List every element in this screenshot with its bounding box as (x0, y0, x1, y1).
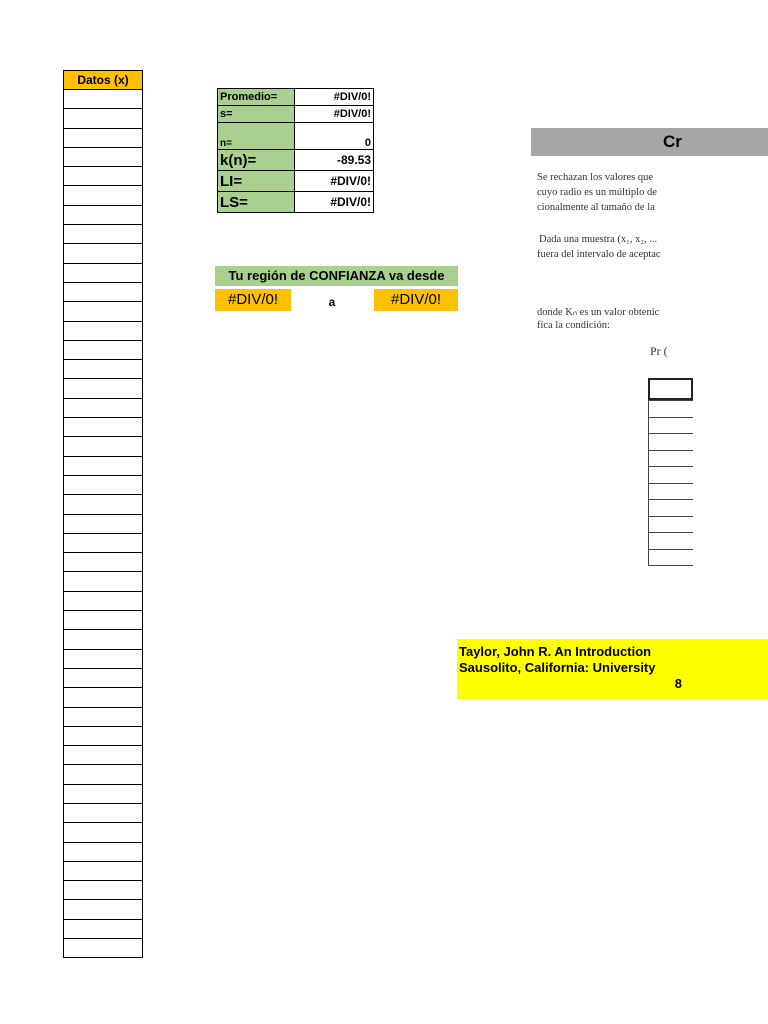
datos-cell[interactable] (63, 630, 143, 649)
kn-label[interactable]: k(n)= (218, 150, 295, 171)
scan-line-6: donde Kₙ es un valor obtenic (537, 307, 660, 318)
datos-cell[interactable] (63, 669, 143, 688)
datos-cell[interactable] (63, 823, 143, 842)
n-value[interactable]: 0 (295, 123, 374, 150)
scan-line-3: cionalmente al tamaño de la (537, 202, 655, 213)
datos-cell[interactable] (63, 264, 143, 283)
datos-cell[interactable] (63, 418, 143, 437)
datos-cell[interactable] (63, 360, 143, 379)
datos-cell[interactable] (63, 283, 143, 302)
datos-cell[interactable] (63, 476, 143, 495)
ls-label[interactable]: LS= (218, 192, 295, 213)
datos-cell[interactable] (63, 534, 143, 553)
datos-column (63, 90, 143, 958)
datos-cell[interactable] (63, 322, 143, 341)
citation-line-2: Sausolito, California: University (459, 660, 656, 675)
citation-line-1: Taylor, John R. An Introduction (459, 644, 652, 659)
datos-cell[interactable] (63, 90, 143, 109)
datos-cell[interactable] (63, 746, 143, 765)
scan-line-2: cuyo radio es un múltiplo de (537, 187, 657, 198)
datos-cell[interactable] (63, 804, 143, 823)
datos-cell[interactable] (63, 785, 143, 804)
li-value[interactable]: #DIV/0! (295, 171, 374, 192)
datos-cell[interactable] (63, 244, 143, 263)
confianza-title[interactable]: Tu región de CONFIANZA va desde (215, 266, 458, 286)
datos-cell[interactable] (63, 592, 143, 611)
confianza-lower-value[interactable]: #DIV/0! (215, 289, 291, 311)
scan-line-4: Dada una muestra (x₁, x₂, ... (539, 234, 658, 245)
datos-cell[interactable] (63, 379, 143, 398)
ls-value[interactable]: #DIV/0! (295, 192, 374, 213)
datos-cell[interactable] (63, 920, 143, 939)
promedio-value[interactable]: #DIV/0! (295, 89, 374, 106)
datos-cell[interactable] (63, 572, 143, 591)
scan-table-image (648, 378, 693, 566)
s-value[interactable]: #DIV/0! (295, 106, 374, 123)
datos-cell[interactable] (63, 457, 143, 476)
datos-cell[interactable] (63, 939, 143, 958)
datos-cell[interactable] (63, 129, 143, 148)
li-label[interactable]: LI= (218, 171, 295, 192)
datos-cell[interactable] (63, 148, 143, 167)
datos-cell[interactable] (63, 399, 143, 418)
datos-cell[interactable] (63, 553, 143, 572)
datos-cell[interactable] (63, 862, 143, 881)
datos-cell[interactable] (63, 727, 143, 746)
datos-cell[interactable] (63, 611, 143, 630)
s-label[interactable]: s= (218, 106, 295, 123)
datos-cell[interactable] (63, 881, 143, 900)
criterion-title-bar[interactable]: Cr (531, 128, 768, 156)
datos-cell[interactable] (63, 186, 143, 205)
datos-cell[interactable] (63, 495, 143, 514)
datos-cell[interactable] (63, 900, 143, 919)
citation-box[interactable] (457, 639, 768, 699)
scan-line-7: fica la condición: (537, 320, 610, 331)
confianza-upper-value[interactable]: #DIV/0! (374, 289, 458, 311)
datos-cell[interactable] (63, 341, 143, 360)
datos-cell[interactable] (63, 765, 143, 784)
stats-table (217, 88, 374, 213)
datos-cell[interactable] (63, 843, 143, 862)
datos-cell[interactable] (63, 167, 143, 186)
scan-line-1: Se rechazan los valores que (537, 172, 654, 183)
datos-header[interactable]: Datos (x) (63, 70, 143, 90)
promedio-label[interactable]: Promedio= (218, 89, 295, 106)
datos-cell[interactable] (63, 225, 143, 244)
datos-cell[interactable] (63, 688, 143, 707)
datos-cell[interactable] (63, 515, 143, 534)
citation-line-3: 8 (674, 676, 682, 691)
datos-cell[interactable] (63, 302, 143, 321)
n-label[interactable]: n= (218, 123, 295, 150)
scan-formula: Pr ( (650, 344, 668, 358)
datos-cell[interactable] (63, 708, 143, 727)
datos-cell[interactable] (63, 109, 143, 128)
confianza-separator[interactable]: a (328, 295, 336, 309)
scan-line-5: fuera del intervalo de aceptac (537, 249, 661, 260)
kn-value[interactable]: -89.53 (295, 150, 374, 171)
datos-cell[interactable] (63, 650, 143, 669)
datos-cell[interactable] (63, 437, 143, 456)
datos-cell[interactable] (63, 206, 143, 225)
